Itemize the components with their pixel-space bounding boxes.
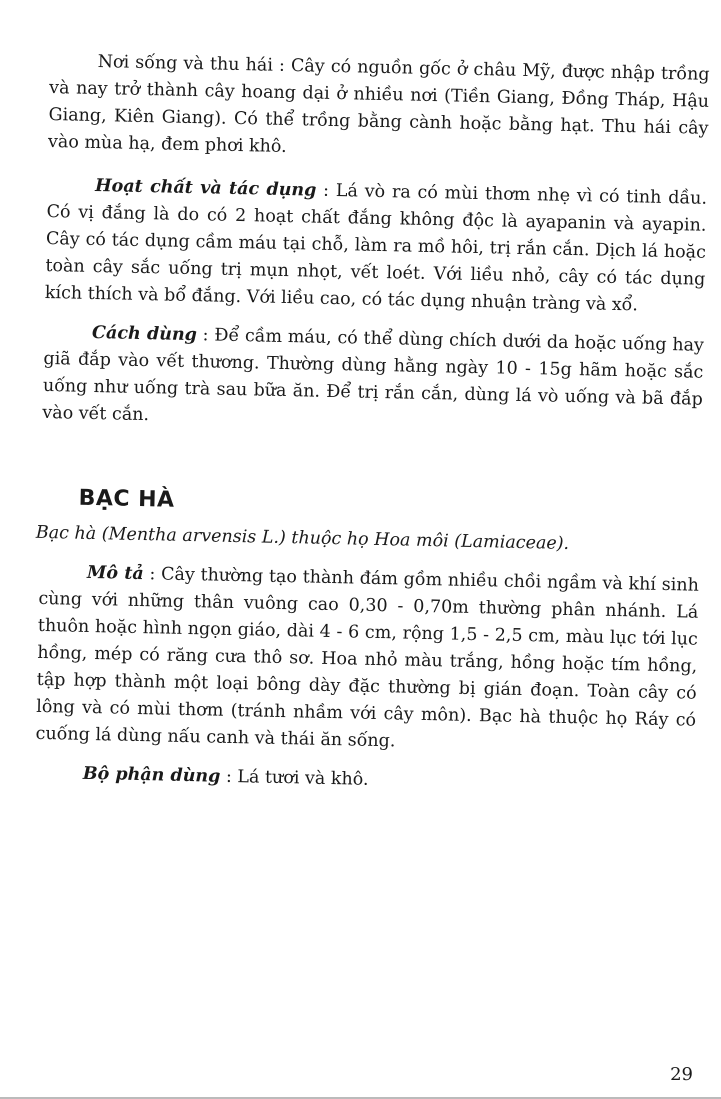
label-parts-used: Bộ phận dùng [82,763,221,787]
page-body [35,48,710,801]
section-heading: BẠC HÀ [78,485,175,513]
text-parts-used: : Lá tươi và khô. [220,766,369,790]
text-description: : Cây thường tạo thành đám gồm nhiều chồi ngầm và khí sinh cùng với những thân vuông cao 0,30 - 0,70m thường phân nhánh. Lá thuôn hoặc hình ngọn giáo, dài 4 - 6 cm, rộng 1,5 - 2,5 cm, màu lục tới lục hồng, mép có răng cưa thô sơ. Hoa nhỏ màu trắng, hồng hoặc tím hồng, tập hợp thành một loại bông dày đặc thường bị gián đoạn. Toàn cây có lông và có mùi thơm (tránh nhầm với cây môn). Bạc hà thuộc họ Ráy có cuống lá dùng nấu canh và thái ăn sống. [35,564,700,752]
text-usage: : Để cầm máu, có thể dùng chích dưới da hoặc uống hay giã đắp vào vết thương. Thường dùng hằng ngày 10 - 15g hãm hoặc sắc uống như uống trà sau bữa ăn. Để trị rắn cắn, dùng lá vò uống và bã đắp vào vết cắn. [42,325,705,426]
page-number: 29 [670,1064,693,1085]
paragraph-active-ingredients [45,172,708,321]
paragraph-description [35,559,699,762]
label-usage: Cách dùng [91,322,198,346]
paragraph-habitat: Nơi sống và thu hái : Cây có nguồn gốc ở châu Mỹ, được nhập trồng và nay trở thành cây hoang dại ở nhiều nơi (Tiền Giang, Đồng Tháp, Hậu Giang, Kiên Giang). Có thể trồng bằng cành hoặc bằng hạt. Thu hái cây vào mùa hạ, đem phơi khô. [47,52,710,157]
label-active-ingredients: Hoạt chất và tác dụng [94,175,317,201]
paragraph-usage [42,319,704,441]
intro-line: Bạc hà (Mentha arvensis L.) thuộc họ Hoa môi (Lamiaceae). [35,522,570,554]
label-description: Mô tả [86,562,144,585]
text-active-ingredients: : Lá vò ra có mùi thơm nhẹ vì có tinh dầu. Có vị đắng là do có 2 hoạt chất đắng không độc là ayapanin và ayapin. Cây có tác dụng cầm máu tại chỗ, làm ra mồ hôi, trị rắn cắn. Dịch lá hoặc toàn cây sắc uống trị mụn nhọt, vết loét. Với liều nhỏ, cây có tác dụng kích thích và bổ đắng. Với liều cao, có tác dụng nhuận tràng và xổ. [44,180,708,316]
